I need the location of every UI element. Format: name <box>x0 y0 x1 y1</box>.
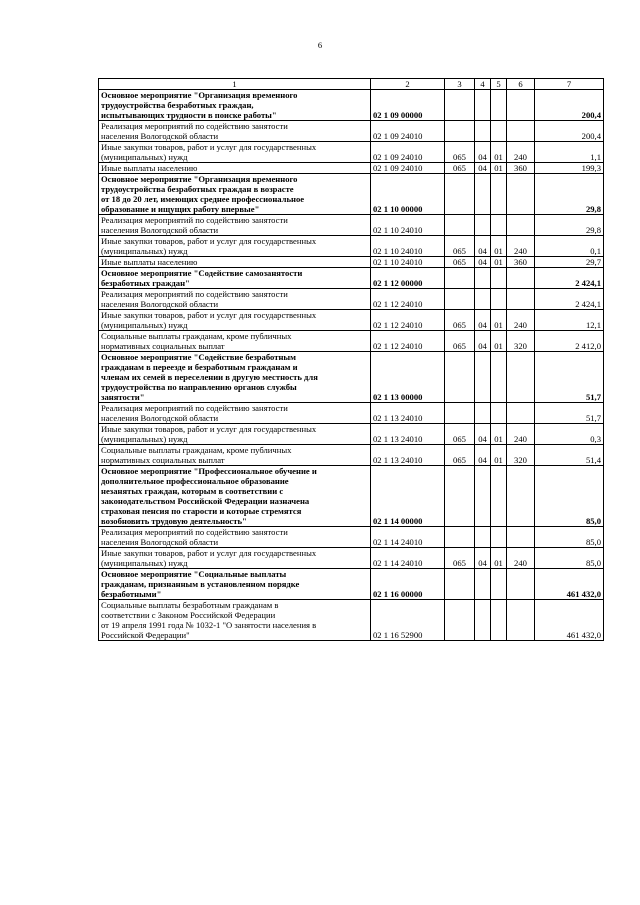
row-col-6 <box>507 215 535 236</box>
row-col-3: 065 <box>445 331 475 352</box>
row-col-4 <box>475 600 491 641</box>
row-code: 02 1 12 24010 <box>371 289 445 310</box>
row-name: Иные закупки товаров, работ и услуг для государственных (муниципальных) нужд <box>99 548 371 569</box>
row-col-5: 01 <box>491 331 507 352</box>
row-col-4: 04 <box>475 424 491 445</box>
row-amount: 200,4 <box>535 121 604 142</box>
row-amount: 85,0 <box>535 527 604 548</box>
row-col-3 <box>445 600 475 641</box>
row-amount: 29,8 <box>535 215 604 236</box>
row-code: 02 1 10 00000 <box>371 174 445 215</box>
row-col-3 <box>445 90 475 121</box>
row-code: 02 1 09 24010 <box>371 121 445 142</box>
row-code: 02 1 13 24010 <box>371 445 445 466</box>
row-col-6: 240 <box>507 548 535 569</box>
row-col-3 <box>445 403 475 424</box>
row-col-5: 01 <box>491 424 507 445</box>
table-row <box>99 163 604 174</box>
row-col-5 <box>491 527 507 548</box>
row-col-5 <box>491 403 507 424</box>
table-row <box>99 121 604 142</box>
row-col-5 <box>491 121 507 142</box>
row-col-4 <box>475 466 491 527</box>
row-col-4 <box>475 215 491 236</box>
row-code: 02 1 14 24010 <box>371 548 445 569</box>
row-col-3: 065 <box>445 310 475 331</box>
row-col-3 <box>445 215 475 236</box>
table-row <box>99 310 604 331</box>
header-row <box>99 79 604 90</box>
row-amount: 51,7 <box>535 352 604 403</box>
row-code: 02 1 16 00000 <box>371 569 445 600</box>
row-name: Иные закупки товаров, работ и услуг для государственных (муниципальных) нужд <box>99 236 371 257</box>
row-col-4 <box>475 289 491 310</box>
row-code: 02 1 14 24010 <box>371 527 445 548</box>
row-col-6 <box>507 352 535 403</box>
row-code: 02 1 09 24010 <box>371 142 445 163</box>
table-row <box>99 403 604 424</box>
row-col-5 <box>491 174 507 215</box>
table-row <box>99 268 604 289</box>
row-col-3: 065 <box>445 257 475 268</box>
row-col-3: 065 <box>445 548 475 569</box>
row-code: 02 1 14 00000 <box>371 466 445 527</box>
row-amount: 2 424,1 <box>535 268 604 289</box>
row-col-6: 240 <box>507 424 535 445</box>
row-amount: 461 432,0 <box>535 569 604 600</box>
row-col-3 <box>445 569 475 600</box>
row-name: Социальные выплаты гражданам, кроме публичных нормативных социальных выплат <box>99 331 371 352</box>
row-col-4: 04 <box>475 445 491 466</box>
row-col-4 <box>475 527 491 548</box>
row-name: Основное мероприятие "Содействие безработным гражданам в переезде и безработным гражданам и членам их семей в переселении в другую местность для трудоустройства по направлению органов службы занятости" <box>99 352 371 403</box>
row-col-6 <box>507 403 535 424</box>
row-col-4: 04 <box>475 548 491 569</box>
row-amount: 0,3 <box>535 424 604 445</box>
row-col-6: 240 <box>507 142 535 163</box>
row-name: Иные выплаты населению <box>99 257 371 268</box>
table-row <box>99 90 604 121</box>
row-col-6 <box>507 174 535 215</box>
row-col-4: 04 <box>475 310 491 331</box>
row-col-5: 01 <box>491 163 507 174</box>
table-row <box>99 236 604 257</box>
row-col-3 <box>445 121 475 142</box>
row-name: Реализация мероприятий по содействию занятости населения Вологодской области <box>99 121 371 142</box>
row-amount: 51,4 <box>535 445 604 466</box>
row-col-6: 240 <box>507 236 535 257</box>
row-col-4 <box>475 403 491 424</box>
row-col-4 <box>475 268 491 289</box>
row-name: Реализация мероприятий по содействию занятости населения Вологодской области <box>99 289 371 310</box>
row-col-3: 065 <box>445 424 475 445</box>
row-name: Иные закупки товаров, работ и услуг для государственных (муниципальных) нужд <box>99 424 371 445</box>
row-col-6: 360 <box>507 163 535 174</box>
header-col-5: 5 <box>491 79 507 90</box>
row-amount: 1,1 <box>535 142 604 163</box>
row-col-4 <box>475 90 491 121</box>
table-body <box>99 90 604 641</box>
header-col-6: 6 <box>507 79 535 90</box>
row-col-3 <box>445 174 475 215</box>
row-col-4: 04 <box>475 257 491 268</box>
row-col-3 <box>445 466 475 527</box>
row-col-4: 04 <box>475 236 491 257</box>
row-name: Основное мероприятие "Организация временного трудоустройства безработных граждан, испытывающих трудности в поиске работы" <box>99 90 371 121</box>
row-col-5: 01 <box>491 236 507 257</box>
row-col-6 <box>507 121 535 142</box>
row-name: Реализация мероприятий по содействию занятости населения Вологодской области <box>99 527 371 548</box>
row-col-3 <box>445 527 475 548</box>
header-col-7: 7 <box>535 79 604 90</box>
row-col-5 <box>491 569 507 600</box>
row-name: Иные выплаты населению <box>99 163 371 174</box>
row-amount: 51,7 <box>535 403 604 424</box>
row-col-6 <box>507 90 535 121</box>
row-col-5 <box>491 466 507 527</box>
row-code: 02 1 09 00000 <box>371 90 445 121</box>
row-code: 02 1 13 00000 <box>371 352 445 403</box>
row-col-6 <box>507 569 535 600</box>
row-col-3: 065 <box>445 163 475 174</box>
row-col-5 <box>491 352 507 403</box>
table-row <box>99 257 604 268</box>
row-name: Социальные выплаты безработным гражданам в соответствии с Законом Российской Федерации от 19 апреля 1991 года № 1032-1 "О занятости населения в Российской Федерации" <box>99 600 371 641</box>
row-col-5 <box>491 268 507 289</box>
table-row <box>99 215 604 236</box>
row-name: Реализация мероприятий по содействию занятости населения Вологодской области <box>99 215 371 236</box>
row-code: 02 1 10 24010 <box>371 236 445 257</box>
row-col-4 <box>475 352 491 403</box>
row-name: Основное мероприятие "Профессиональное обучение и дополнительное профессиональное образование незанятых граждан, которым в соответствии с законодательством Российской Федерации назначена страховая пенсия по старости и которые стремятся возобновить трудовую деятельность" <box>99 466 371 527</box>
table-row <box>99 600 604 641</box>
row-col-4: 04 <box>475 331 491 352</box>
row-code: 02 1 09 24010 <box>371 163 445 174</box>
header-col-1: 1 <box>99 79 371 90</box>
row-code: 02 1 16 52900 <box>371 600 445 641</box>
row-col-5: 01 <box>491 548 507 569</box>
row-amount: 12,1 <box>535 310 604 331</box>
row-amount: 0,1 <box>535 236 604 257</box>
row-name: Реализация мероприятий по содействию занятости населения Вологодской области <box>99 403 371 424</box>
row-amount: 29,7 <box>535 257 604 268</box>
row-col-5 <box>491 289 507 310</box>
table-row <box>99 548 604 569</box>
row-code: 02 1 13 24010 <box>371 403 445 424</box>
row-col-5: 01 <box>491 310 507 331</box>
row-name: Основное мероприятие "Организация временного трудоустройства безработных граждан в возрасте от 18 до 20 лет, имеющих среднее профессиональное образование и ищущих работу впервые" <box>99 174 371 215</box>
table-row <box>99 174 604 215</box>
row-code: 02 1 12 24010 <box>371 310 445 331</box>
header-col-4: 4 <box>475 79 491 90</box>
row-col-6: 240 <box>507 310 535 331</box>
row-amount: 199,3 <box>535 163 604 174</box>
row-col-5 <box>491 600 507 641</box>
row-amount: 461 432,0 <box>535 600 604 641</box>
table-row <box>99 445 604 466</box>
row-code: 02 1 10 24010 <box>371 257 445 268</box>
row-col-5: 01 <box>491 257 507 268</box>
row-col-4 <box>475 121 491 142</box>
table-row <box>99 352 604 403</box>
row-col-6 <box>507 289 535 310</box>
table-row <box>99 466 604 527</box>
row-col-5 <box>491 90 507 121</box>
row-col-3 <box>445 289 475 310</box>
row-name: Иные закупки товаров, работ и услуг для государственных (муниципальных) нужд <box>99 310 371 331</box>
row-code: 02 1 12 00000 <box>371 268 445 289</box>
row-col-6 <box>507 466 535 527</box>
page-number: 6 <box>317 40 323 50</box>
row-code: 02 1 13 24010 <box>371 424 445 445</box>
table-row <box>99 424 604 445</box>
row-amount: 2 412,0 <box>535 331 604 352</box>
row-amount: 85,0 <box>535 466 604 527</box>
row-col-6: 360 <box>507 257 535 268</box>
row-code: 02 1 12 24010 <box>371 331 445 352</box>
row-col-4: 04 <box>475 163 491 174</box>
row-name: Иные закупки товаров, работ и услуг для государственных (муниципальных) нужд <box>99 142 371 163</box>
table-row <box>99 142 604 163</box>
row-col-3: 065 <box>445 236 475 257</box>
row-col-6 <box>507 527 535 548</box>
row-col-6: 320 <box>507 331 535 352</box>
table-row <box>99 569 604 600</box>
row-col-5 <box>491 215 507 236</box>
row-col-3: 065 <box>445 445 475 466</box>
row-col-4 <box>475 569 491 600</box>
row-col-6 <box>507 268 535 289</box>
row-name: Основное мероприятие "Содействие самозанятости безработных граждан" <box>99 268 371 289</box>
row-col-4 <box>475 174 491 215</box>
table-row <box>99 331 604 352</box>
row-col-6: 320 <box>507 445 535 466</box>
row-amount: 200,4 <box>535 90 604 121</box>
row-col-3 <box>445 268 475 289</box>
table-row <box>99 527 604 548</box>
row-name: Социальные выплаты гражданам, кроме публичных нормативных социальных выплат <box>99 445 371 466</box>
table-row <box>99 289 604 310</box>
row-amount: 29,8 <box>535 174 604 215</box>
row-name: Основное мероприятие "Социальные выплаты гражданам, признанным в установленном порядке безработными" <box>99 569 371 600</box>
row-col-4: 04 <box>475 142 491 163</box>
row-col-5: 01 <box>491 445 507 466</box>
row-amount: 2 424,1 <box>535 289 604 310</box>
row-col-6 <box>507 600 535 641</box>
header-col-2: 2 <box>371 79 445 90</box>
row-col-5: 01 <box>491 142 507 163</box>
row-code: 02 1 10 24010 <box>371 215 445 236</box>
budget-table <box>98 78 604 641</box>
row-amount: 85,0 <box>535 548 604 569</box>
row-col-3: 065 <box>445 142 475 163</box>
row-col-3 <box>445 352 475 403</box>
header-col-3: 3 <box>445 79 475 90</box>
